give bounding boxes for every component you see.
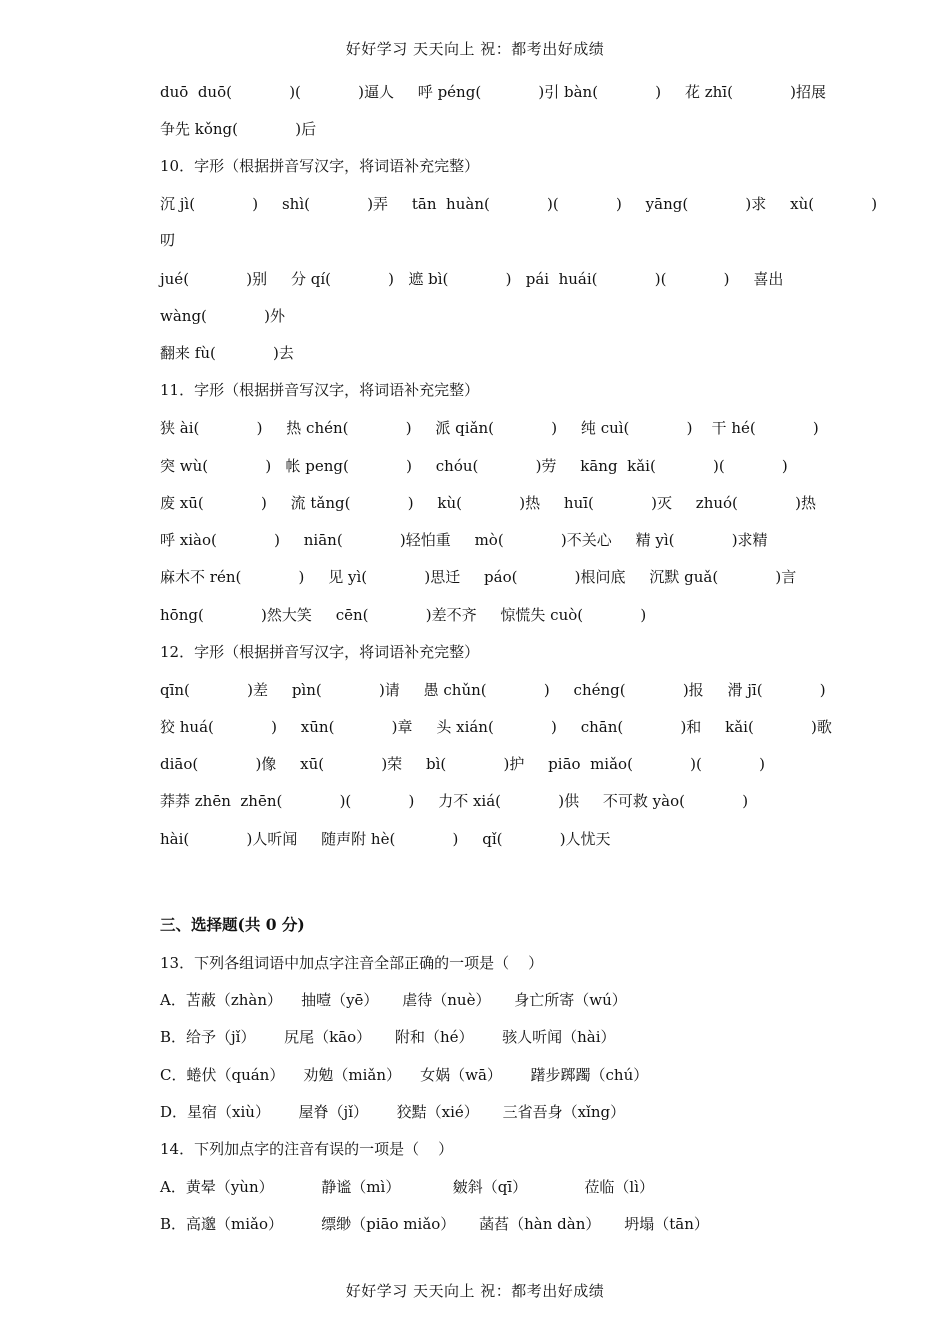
text-line: 狡 huá( ) xūn( )章 头 xián( ) chān( )和 kǎi( )歌: [160, 718, 832, 736]
text-line: qīn( )差 pìn( )请 愚 chǔn( ) chéng( )报 滑 jī( ): [160, 681, 826, 699]
text-line: 呼 xiào( ) niān( )轻怕重 mò( )不关心 精 yì( )求精: [160, 531, 768, 549]
text-line: jué( )别 分 qí( ) 遮 bì( ) pái huái( )( ) 喜出: [160, 270, 784, 288]
text-line: duō duō( )( )逼人 呼 péng( )引 bàn( ) 花 zhī( )招展: [160, 83, 827, 101]
text-line: 争先 kǒng( )后: [160, 120, 317, 138]
text-line: hōng( )然大笑 cēn( )差不齐 惊慌失 cuò( ): [160, 606, 647, 624]
option-line: A．苫蔽（zhàn） 抽噎（yē） 虐待（nuè） 身亡所寄（wú）: [160, 991, 627, 1009]
page-header: 好好学习 天天向上 祝：都考出好成绩: [345, 40, 605, 58]
text-line: 狭 ài( ) 热 chén( ) 派 qiǎn( ) 纯 cuì( ) 干 hé( ): [160, 419, 819, 437]
question-heading: 10．字形（根据拼音写汉字，将词语补充完整）: [160, 157, 480, 175]
option-line: B．高邈（miǎo） 缥缈（piāo miǎo） 菡萏（hàn dàn） 坍塌（tān）: [160, 1215, 709, 1233]
text-line: diāo( )像 xū( )荣 bì( )护 piāo miǎo( )( ): [160, 755, 765, 773]
option-line: A．黄晕（yùn） 静谧（mì） 皴斜（qī） 莅临（lì）: [160, 1178, 654, 1196]
text-line: wàng( )外: [160, 307, 285, 325]
text-line: 麻木不 rén( ) 见 yì( )思迁 páo( )根问底 沉默 guǎ( )言: [160, 568, 797, 586]
section-title: 三、选择题(共 0 分): [160, 915, 305, 934]
question-heading: 11．字形（根据拼音写汉字，将词语补充完整）: [160, 381, 480, 399]
text-line: 翻来 fù( )去: [160, 344, 294, 362]
question-heading: 12．字形（根据拼音写汉字，将词语补充完整）: [160, 643, 480, 661]
option-line: B．给予（jǐ） 尻尾（kāo） 附和（hé） 骇人听闻（hài）: [160, 1028, 616, 1046]
text-line: 叨: [160, 231, 176, 249]
page-footer: 好好学习 天天向上 祝：都考出好成绩: [345, 1282, 605, 1300]
text-line: 废 xū( ) 流 tǎng( ) kù( )热 huī( )灭 zhuó( )热: [160, 494, 816, 512]
text-line: hài( )人听闻 随声附 hè( ) qǐ( )人忧天: [160, 830, 611, 848]
text-line: 莽莽 zhēn zhēn( )( ) 力不 xiá( )供 不可救 yào( ): [160, 792, 749, 810]
option-line: D．星宿（xiù） 屋脊（jǐ） 狡黠（xié） 三省吾身（xǐng）: [160, 1103, 626, 1121]
option-line: C．蜷伏（quán） 劝勉（miǎn） 女娲（wā） 躇步踯躅（chú）: [160, 1066, 649, 1084]
text-line: 沉 jì( ) shì( )弄 tān huàn( )( ) yāng( )求 xù( ): [160, 195, 878, 213]
question-heading: 14．下列加点字的注音有误的一项是（ ）: [160, 1140, 454, 1158]
text-line: 突 wù( ) 帐 peng( ) chóu( )劳 kāng kǎi( )( ): [160, 457, 788, 475]
question-heading: 13．下列各组词语中加点字注音全部正确的一项是（ ）: [160, 954, 544, 972]
